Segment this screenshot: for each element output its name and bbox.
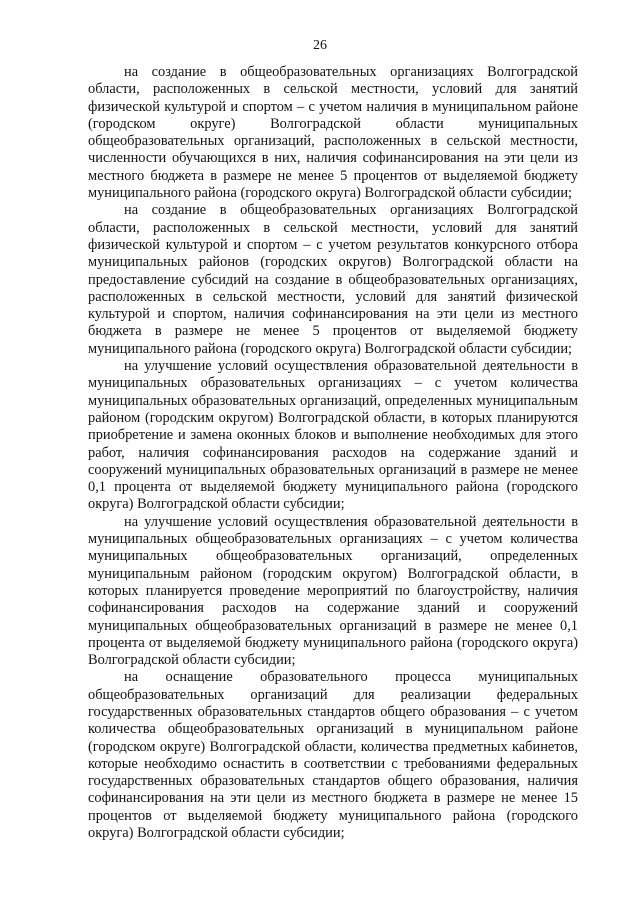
paragraph-3: на улучшение условий осуществления образовательной деятельности в муниципальных образовательных организациях – с учетом количества муниципальных образовательных организаций, определенных муниципальным районом (городским округом) Волгоградской области, в которых планируются приобретение и замена оконных блоков и выполнение необходимых для этого работ, наличия софинансирования расходов на содержание зданий и сооружений муниципальных образовательных организаций в размере не менее 0,1 процента от выделяемой бюджету муниципального района (городского округа) Волгоградской области субсидии; [88,358,578,513]
paragraph-4: на улучшение условий осуществления образовательной деятельности в муниципальных общеобразовательных организациях – с учетом количества муниципальных общеобразовательных организаций, определенных муниципальным районом (городским округом) Волгоградской области, в которых планируется проведение мероприятий по благоустройству, наличия софинансирования расходов на содержание зданий и сооружений муниципальных общеобразовательных организаций в размере не менее 0,1 процента от выделяемой бюджету муниципального района (городского округа) Волгоградской области субсидии; [88,513,578,669]
paragraph-1: на создание в общеобразовательных организациях Волгоградской области, расположенных в сельской местности, условий для занятий физической культурой и спортом – с учетом наличия в муниципальном районе (городском округе) Волгоградской области муниципальных общеобразовательных организаций, расположенных в сельской местности, численности обучающихся в них, наличия софинансирования на эти цели из местного бюджета в размере не менее 5 процентов от выделяемой бюджету муниципального района (городского округа) Волгоградской области субсидии; [88,64,578,202]
paragraph-5: на оснащение образовательного процесса муниципальных общеобразовательных организаций для реализации федеральных государственных образовательных стандартов общего образования – с учетом количества общеобразовательных организаций в муниципальном районе (городском округе) Волгоградской области, количества предметных кабинетов, которые необходимо оснастить в соответствии с требованиями федеральных государственных образовательных стандартов общего образования, наличия софинансирования на эти цели из местного бюджета в размере не менее 15 процентов от выделяемой бюджету муниципального района (городского округа) Волгоградской области субсидии; [88,669,578,842]
paragraph-2: на создание в общеобразовательных организациях Волгоградской области, расположенных в сельской местности, условий для занятий физической культурой и спортом – с учетом результатов конкурсного отбора муниципальных районов (городских округов) Волгоградской области на предоставление субсидий на создание в общеобразовательных организациях, расположенных в сельской местности, условий для занятий физической культурой и спортом, наличия софинансирования на эти цели из местного бюджета в размере не менее 5 процентов от выделяемой бюджету муниципального района (городского округа) Волгоградской области субсидии; [88,202,578,357]
document-body [88,64,578,842]
page-number: 26 [313,38,327,53]
